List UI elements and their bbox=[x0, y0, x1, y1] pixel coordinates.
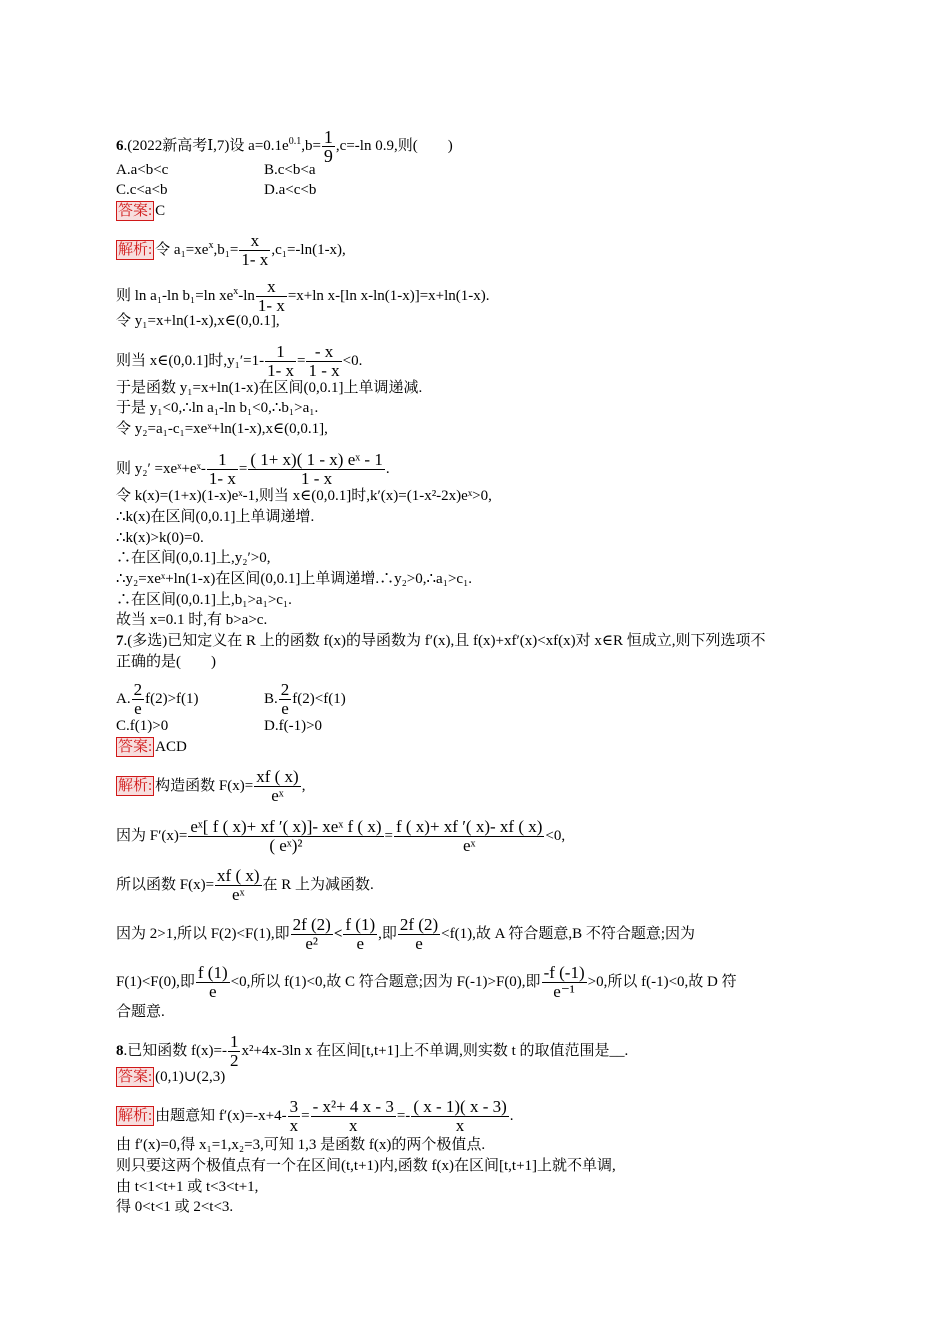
q6-answer: 答案: C bbox=[118, 203, 166, 219]
q6-analysis-line: 于是 y₁<0,∴ln a₁-ln b₁<0,∴b₁>a₁. bbox=[116, 400, 319, 416]
fraction: $\frac{2f (2)}{\text{e²}}$ bbox=[292, 915, 331, 953]
q7-stem: 7.(多选)已知定义在 R 上的函数 f(x)的导函数为 f′(x),且 f(x)+xf′(x)<xf(x)对 x∈R 恒成立,则下列选项不 bbox=[116, 633, 766, 649]
q6-analysis-line: 令 k(x)=(1+x)(1-x)eˣ-1,则当 x∈(0,0.1]时,k′(x)=(1-x²-2x)eˣ>0, bbox=[116, 488, 492, 504]
analysis-label: 解析: bbox=[118, 1107, 153, 1124]
q6-analysis-line: 令 y₁=x+ln(1-x),x∈(0,0.1], bbox=[116, 313, 280, 329]
q6-analysis-line: 则当 x∈(0,0.1]时,y₁′=1- $\frac{1}{1- x}$ = $\frac{- x}{1 - x}$ <0. bbox=[116, 342, 363, 380]
fraction: $\frac{( x - 1)( x - 3)}{x}$ bbox=[413, 1097, 507, 1135]
q7-option-c: C.f(1)>0 bbox=[116, 718, 169, 734]
q6-analysis-line: 则 y₂′ =xeˣ+eˣ- $\frac{1}{1- x}$ = $\frac{\text{( 1+ x)( 1 - x) eˣ - 1}}{1 - x}$ . bbox=[116, 450, 390, 488]
q8-stem: 8.已知函数 f(x)=- $\frac{1}{2}$ x²+4x-3ln x 在区间[t,t+1]上不单调,则实数 t 的取值范围是__. bbox=[116, 1032, 629, 1070]
fraction: $\frac{x}{1- x}$ bbox=[257, 277, 285, 315]
q6-analysis-line: 解析: 令 $a_1=xe^x,b_1=$ $\frac{x}{1- x}$ ,c₁=-ln(1-x), bbox=[118, 231, 346, 269]
fraction: $\frac{\text{( 1+ x)( 1 - x) eˣ - 1}}{1 - x}$ bbox=[250, 450, 383, 488]
fraction: $\frac{2}{e}$ bbox=[280, 680, 290, 718]
q7-option-b: B. $\frac{2}{e}$ f(2)<f(1) bbox=[264, 680, 346, 718]
q7-option-d: D.f(-1)>0 bbox=[264, 718, 323, 734]
q6-analysis-line: ∴k(x)>k(0)=0. bbox=[116, 530, 204, 546]
q7-analysis-line: 合题意. bbox=[116, 1004, 165, 1020]
fraction: $\frac{3}{x}$ bbox=[289, 1097, 299, 1135]
q7-analysis-line: 因为 F′(x)= $\frac{\text{eˣ[ f ( x)+ xf ′( x)]- xeˣ f ( x)}}{\text{( eˣ)²}}$ = $\frac{f ( x)+ xf '( x)- xf ( x)}{\text{eˣ}}$ <0, bbox=[116, 817, 566, 855]
q8-answer: 答案: (0,1)∪(2,3) bbox=[118, 1069, 226, 1085]
fraction: $\frac{f (1)}{e}$ bbox=[197, 963, 228, 1001]
q7-analysis-line: 因为 2>1,所以 F(2)<F(1),即 $\frac{2f (2)}{\text{e²}}$ < $\frac{f (1)}{e}$ ,即 $\frac{2f (2)}{e}$ <f(1),故 A 符合题意,B 不符合题意;因为 bbox=[116, 915, 695, 953]
fraction: $\frac{2}{e}$ bbox=[133, 680, 143, 718]
fraction: $\frac{- x}{1 - x}$ bbox=[308, 342, 340, 380]
q6-stem: 6.(2022新高考Ⅰ,7)设 $a=0.1e^{0.1},b=$ $\frac{1}{9}$ ,c=-ln 0.9,则( ) bbox=[116, 127, 453, 166]
q6-analysis-line: 令 y₂=a₁-c₁=xeˣ+ln(1-x),x∈(0,0.1], bbox=[116, 421, 328, 437]
q7-stem-continued: 正确的是( ) bbox=[116, 654, 216, 670]
fraction: $\frac{1}{9}$ bbox=[323, 127, 333, 166]
q8-analysis-line: 得 0<t<1 或 2<t<3. bbox=[116, 1199, 234, 1215]
q7-analysis-line: 所以函数 F(x)= $\frac{xf ( x)}{\text{eˣ}}$ 在 R 上为减函数. bbox=[116, 866, 374, 904]
fraction: $\frac{xf ( x)}{\text{eˣ}}$ bbox=[256, 767, 299, 805]
q6-option-b: B.c<b<a bbox=[264, 162, 316, 178]
q7-number: 7 bbox=[116, 633, 124, 649]
q8-analysis-line: 则只要这两个极值点有一个在区间(t,t+1)内,函数 f(x)在区间[t,t+1]上就不单调, bbox=[116, 1158, 616, 1174]
q7-analysis-line: 解析: 构造函数 F(x)= $\frac{xf ( x)}{\text{eˣ}}$ , bbox=[118, 767, 306, 805]
fraction: $\frac{2f (2)}{e}$ bbox=[399, 915, 439, 953]
fraction: $\frac{1}{2}$ bbox=[229, 1032, 239, 1070]
q6-analysis-line: 则 ln a₁-ln b₁=ln $xe^x-\ln$ $\frac{x}{1- x}$ =x+ln x-[ln x-ln(1-x)]=x+ln(1-x). bbox=[116, 277, 490, 315]
q6-analysis-line: ∴在区间(0,0.1]上,y₂′>0, bbox=[116, 550, 271, 566]
fraction: $\frac{\text{- x²+ 4 x - 3}}{x}$ bbox=[312, 1097, 394, 1135]
q6-number: 6 bbox=[116, 137, 124, 154]
fraction: $\frac{x}{1- x}$ bbox=[241, 231, 269, 269]
fraction: $\frac{f ( x)+ xf '( x)- xf ( x)}{\text{eˣ}}$ bbox=[395, 817, 543, 855]
q7-option-a: A. $\frac{2}{e}$ f(2)>f(1) bbox=[116, 680, 199, 718]
q8-analysis-line: 由 f′(x)=0,得 x₁=1,x₂=3,可知 1,3 是函数 f(x)的两个极值点. bbox=[116, 1137, 486, 1153]
q6-analysis-line: 故当 x=0.1 时,有 b>a>c. bbox=[116, 612, 268, 628]
answer-label: 答案: bbox=[118, 739, 153, 755]
q6-option-d: D.a<c<b bbox=[264, 182, 317, 198]
q6-analysis-line: ∴k(x)在区间(0,0.1]上单调递增. bbox=[116, 509, 315, 525]
fraction: $\frac{-f (-1)}{\text{e⁻¹}}$ bbox=[543, 963, 585, 1001]
answer-label: 答案: bbox=[118, 203, 153, 219]
q8-analysis-line: 解析: 由题意知 f′(x)=-x+4- $\frac{3}{x}$ = $\frac{\text{- x²+ 4 x - 3}}{x}$ =- $\frac{( x - 1)( x - 3)}{x}$ . bbox=[118, 1097, 514, 1135]
q6-analysis-line: ∴在区间(0,0.1]上,b₁>a₁>c₁. bbox=[116, 592, 292, 608]
q7-analysis-line: F(1)<F(0),即 $\frac{f (1)}{e}$ <0,所以 f(1)<0,故 C 符合题意;因为 F(-1)>F(0),即 $\frac{-f (-1)}{\text{e⁻¹}}$ >0,所以 f(-1)<0,故 D 符 bbox=[116, 963, 737, 1001]
q6-analysis-line: ∴y₂=xeˣ+ln(1-x)在区间(0,0.1]上单调递增.∴y₂>0,∴a₁>c₁. bbox=[116, 571, 473, 587]
q6-option-c: C.c<a<b bbox=[116, 182, 168, 198]
answer-label: 答案: bbox=[118, 1069, 153, 1085]
q7-answer: 答案: ACD bbox=[118, 739, 187, 755]
q6-analysis-line: 于是函数 y₁=x+ln(1-x)在区间(0,0.1]上单调递减. bbox=[116, 380, 423, 396]
fraction: $\frac{f (1)}{e}$ bbox=[345, 915, 376, 953]
q6-option-a: A.a<b<c bbox=[116, 162, 169, 178]
fraction: $\frac{1}{1- x}$ bbox=[208, 450, 236, 488]
fraction: $\frac{\text{eˣ[ f ( x)+ xf ′( x)]- xeˣ f ( x)}}{\text{( eˣ)²}}$ bbox=[190, 817, 382, 855]
analysis-label: 解析: bbox=[118, 777, 153, 794]
analysis-label: 解析: bbox=[118, 241, 153, 258]
q8-analysis-line: 由 t<1<t+1 或 t<3<t+1, bbox=[116, 1179, 259, 1195]
q8-number: 8 bbox=[116, 1042, 124, 1059]
fraction: $\frac{xf ( x)}{\text{eˣ}}$ bbox=[217, 866, 260, 904]
fraction: $\frac{1}{1- x}$ bbox=[267, 342, 294, 380]
